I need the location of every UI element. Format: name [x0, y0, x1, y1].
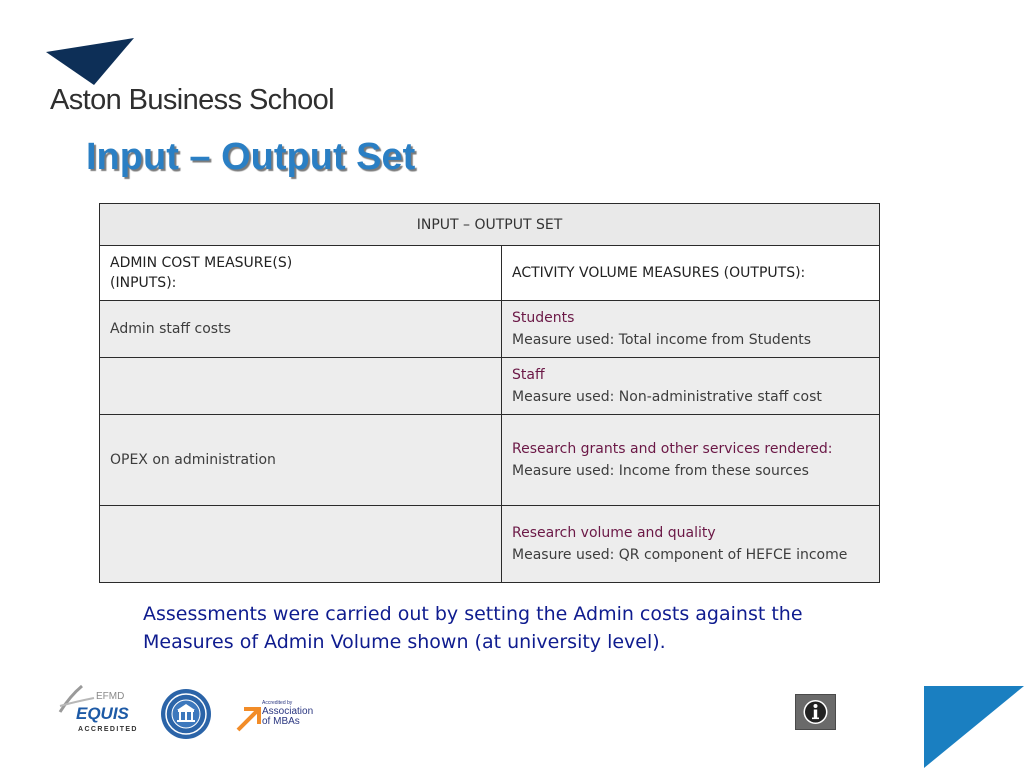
equis-logo	[52, 682, 140, 738]
output-measure: Measure used: Non-administrative staff cost	[512, 389, 822, 405]
input-cell	[100, 506, 502, 583]
amba-line1: Association	[262, 706, 314, 717]
input-output-table	[99, 203, 880, 583]
output-title: Research volume and quality	[512, 525, 716, 541]
output-cell	[502, 506, 880, 583]
amba-line2: of MBAs	[262, 716, 300, 727]
table-header: INPUT – OUTPUT SET	[100, 204, 880, 246]
column-header-inputs: ADMIN COST MEASURE(S) (INPUTS):	[100, 246, 502, 301]
amba-arrow-icon	[236, 704, 262, 732]
table-header-row	[100, 204, 880, 246]
output-cell	[502, 301, 880, 358]
amba-text	[262, 700, 322, 727]
output-measure: Measure used: Income from these sources	[512, 463, 809, 479]
amba-logo	[236, 700, 316, 734]
table-row	[100, 415, 880, 506]
accredited-text: ACCREDITED	[78, 726, 138, 733]
output-title: Students	[512, 310, 575, 326]
table-row	[100, 301, 880, 358]
input-cell: OPEX on administration	[100, 415, 502, 506]
info-icon	[796, 695, 835, 729]
column-header-outputs: ACTIVITY VOLUME MEASURES (OUTPUTS):	[502, 246, 880, 301]
slide-title: Input – Output Set	[86, 136, 416, 178]
logo-text: Aston Business School	[50, 84, 335, 116]
efmd-text: EFMD	[96, 691, 125, 702]
output-title: Staff	[512, 367, 545, 383]
input-cell: Admin staff costs	[100, 301, 502, 358]
caption-text: Assessments were carried out by setting the Admin costs against the Measures of Admin Volume shown (at university level).	[143, 603, 803, 653]
output-title: Research grants and other services rendered:	[512, 441, 833, 457]
output-cell	[502, 358, 880, 415]
column-header-row	[100, 246, 880, 301]
table-row	[100, 506, 880, 583]
output-measure: Measure used: QR component of HEFCE income	[512, 547, 848, 563]
equis-text: EQUIS	[76, 704, 129, 723]
info-button[interactable]	[795, 694, 836, 730]
output-cell	[502, 415, 880, 506]
seal-icon	[160, 688, 212, 740]
corner-triangle-icon	[924, 686, 1024, 768]
output-measure: Measure used: Total income from Students	[512, 332, 812, 348]
accreditation-seal	[160, 688, 212, 740]
logo-triangle-icon	[46, 38, 136, 86]
input-cell	[100, 358, 502, 415]
amba-small-text: Accredited by	[262, 700, 293, 706]
table-row	[100, 358, 880, 415]
